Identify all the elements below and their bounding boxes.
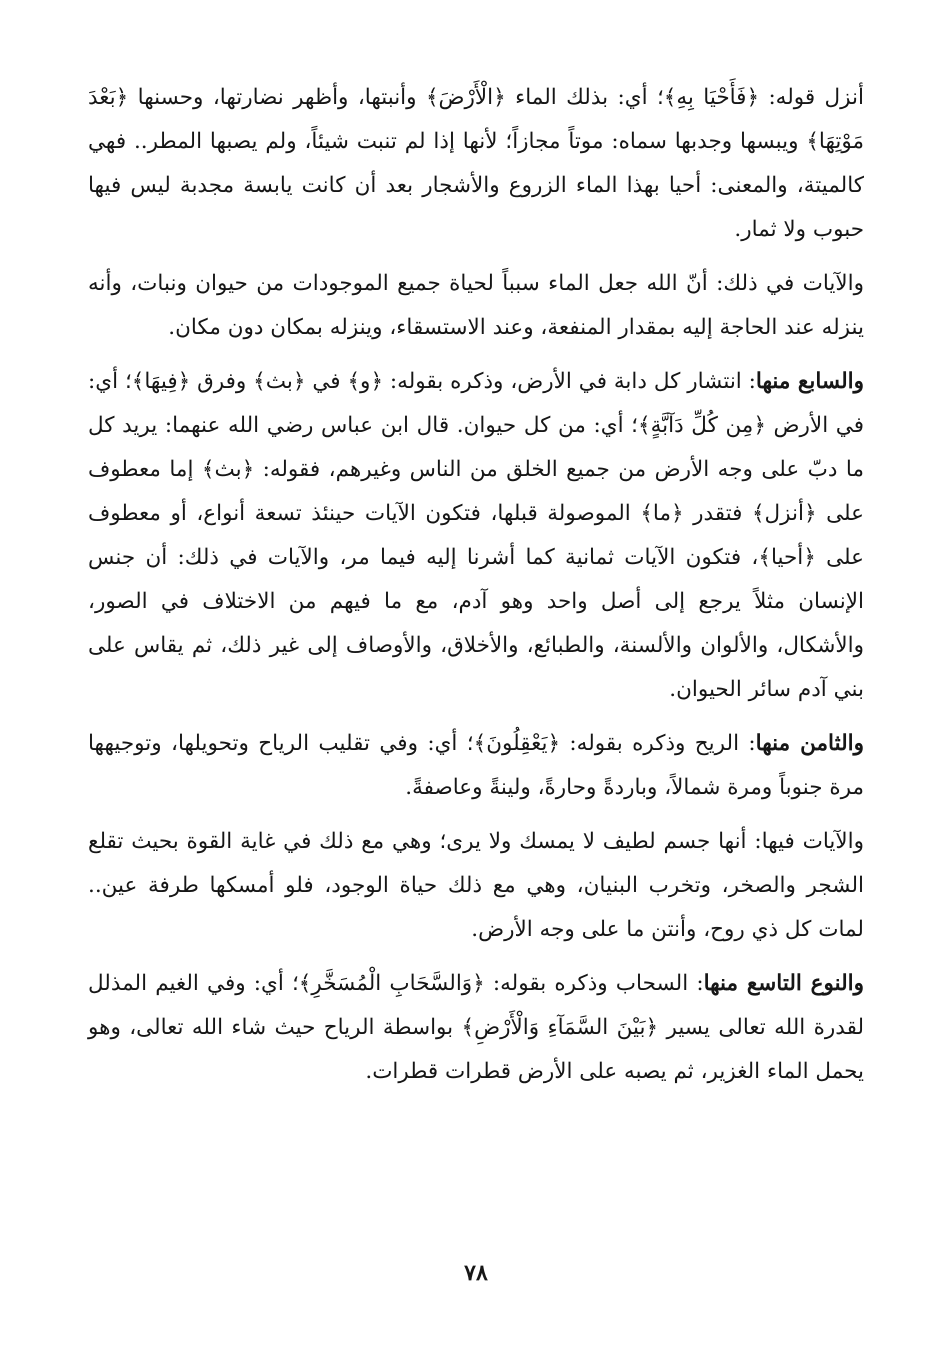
paragraph-text: والآيات في ذلك: أنّ الله جعل الماء سبباً لحياة جميع الموجودات من حيوان ونبات، وأنه ينزله عند الحاجة إليه بمقدار المنفعة، وعند الاستسقاء، وينزله بمكان دون مكان.: [88, 271, 864, 340]
paragraph-ninth: [88, 962, 864, 1094]
paragraph-heading: والنوع التاسع منها: [703, 971, 864, 996]
paragraph-seventh: [88, 360, 864, 712]
paragraph-heading: والثامن منها: [755, 731, 864, 756]
paragraph-text: والآيات فيها: أنها جسم لطيف لا يمسك ولا يرى؛ وهي مع ذلك في غاية القوة بحيث تقلع الشجر والصخر، وتخرب البنيان، وهي مع ذلك حياة الوجود، فلو أمسكها طرفة عين.. لمات كل ذي روح، وأنتن ما على وجه الأرض.: [88, 829, 864, 942]
paragraph-text: : الريح وذكره بقوله: ﴿يَعْقِلُونَ﴾؛ أي: وفي تقليب الرياح وتحويلها، وتوجيهها مرة جنوباً ومرة شمالاً، وباردةً وحارةً، ولينةً وعاصفةً.: [88, 731, 864, 800]
paragraph-text: : السحاب وذكره بقوله: ﴿وَالسَّحَابِ الْمُسَخَّرِ﴾؛ أي: وفي الغيم المذلل لقدرة الله تعالى يسير ﴿بَيْنَ السَّمَآءِ وَالْأَرْضِ﴾ بواسطة الرياح حيث شاء الله تعالى، وهو يحمل الماء الغزير، ثم يصبه على الأرض قطرات قطرات.: [88, 971, 864, 1084]
page-number: ٧٨: [464, 1260, 488, 1286]
paragraph-heading: والسابع منها: [755, 369, 864, 394]
paragraph-text: : انتشار كل دابة في الأرض، وذكره بقوله: ﴿و﴾ في ﴿بث﴾ وفرق ﴿فِيهَا﴾؛ أي: في الأرض ﴿مِن كُلِّ دَآبَّةٍ﴾؛ أي: من كل حيوان. قال ابن عباس رضي الله عنهما: يريد كل ما دبّ على وجه الأرض من جميع الخلق من الناس وغيرهم، فقوله: ﴿بث﴾ إما معطوف على ﴿أنزل﴾ فتقدر ﴿ما﴾ الموصولة قبلها، فتكون الآيات حينئذ تسعة أنواع، أو معطوف على ﴿أحيا﴾، فتكون الآيات ثمانية كما أشرنا إليه فيما مر، والآيات في ذلك: أن جنس الإنسان مثلاً يرجع إلى أصل واحد وهو آدم، مع ما فيهم من الاختلاف في الصور، والأشكال، والألوان والألسنة، والطبائع، والأخلاق، والأوصاف إلى غير ذلك، ثم يقاس على بني آدم سائر الحيوان.: [88, 369, 864, 702]
paragraph-rain-revival: [88, 76, 864, 252]
paragraph-eighth: [88, 722, 864, 810]
paragraph-text: أنزل قوله: ﴿فَأَحْيَا بِهِ﴾؛ أي: بذلك الماء ﴿الْأَرْضَ﴾ وأنبتها، وأظهر نضارتها، وحسنها ﴿بَعْدَ مَوْتِهَا﴾ ويبسها وجدبها سماه: موتاً مجازاً؛ لأنها إذا لم تنبت شيئاً، ولم يصبها المطر.. فهي كالميتة، والمعنى: أحيا بهذا الماء الزروع والأشجار بعد أن كانت يابسة مجدبة ليس فيها حبوب ولا ثمار.: [88, 85, 864, 242]
page-body: [88, 76, 864, 1094]
paragraph-signs-wind: [88, 820, 864, 952]
paragraph-signs-water: [88, 262, 864, 350]
